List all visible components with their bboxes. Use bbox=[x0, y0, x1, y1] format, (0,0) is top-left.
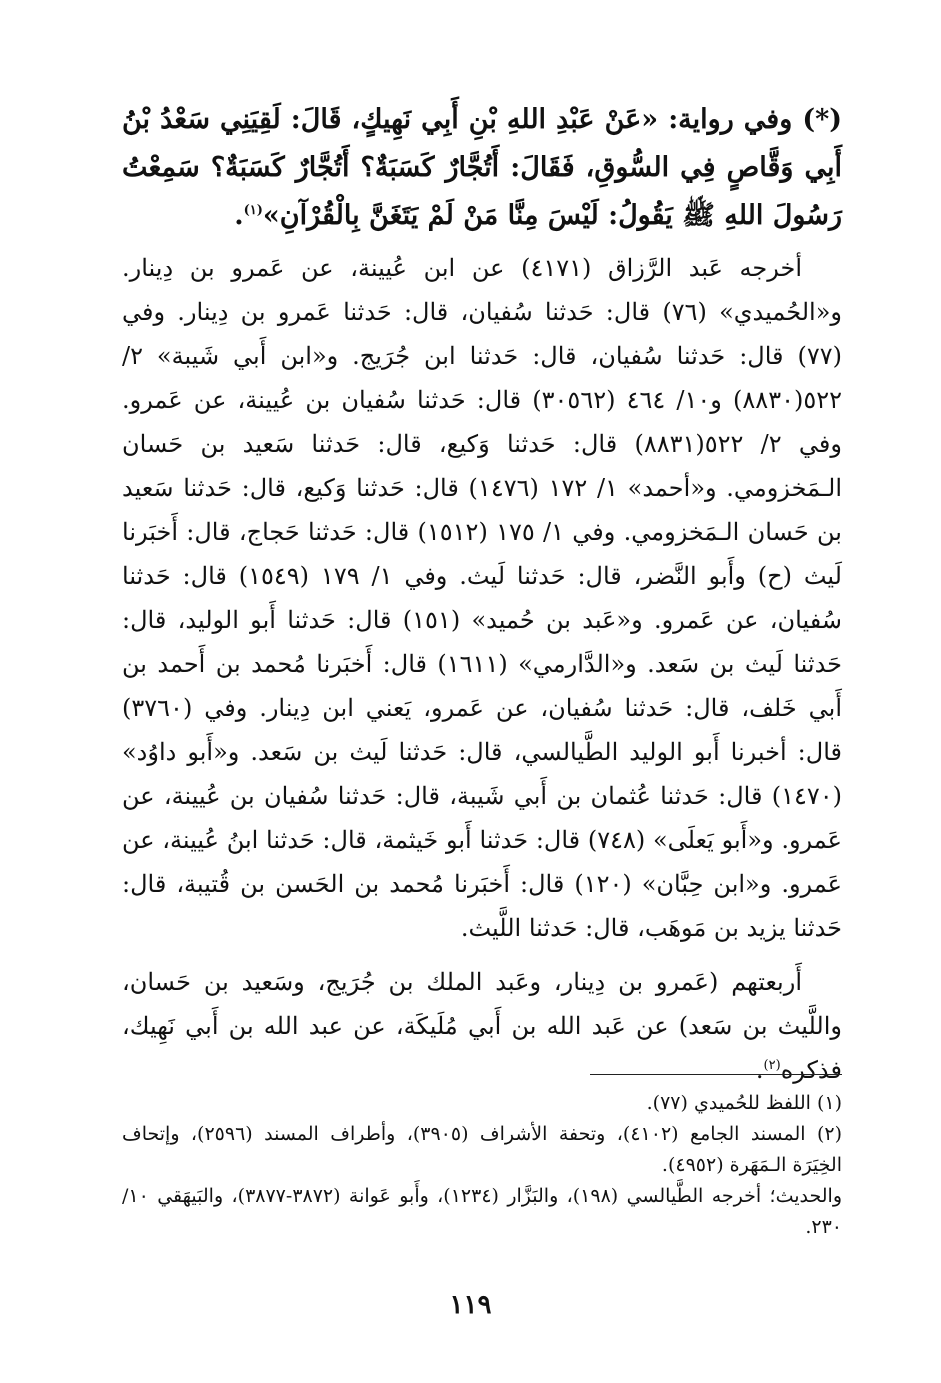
page-number: ١١٩ bbox=[449, 1290, 492, 1320]
footnote-2: (٢) المسند الجامع (٤١٠٢)، وتحفة الأشراف (٣٩٠٥)، وأطراف المسند (٢٥٩٦)، وإتحاف الخِيَرَة الـمَهَرة (٤٩٥٢). bbox=[122, 1123, 842, 1176]
hadith-text: وفي رواية: «عَنْ عَبْدِ اللهِ بْنِ أَبِي نَهِيكٍ، قَالَ: لَقِيَنِي سَعْدُ بْنُ أَبِي وَقَّاصٍ فِي السُّوقِ، فَقَالَ: أَتُجَّارٌ كَسَبَةٌ؟ أَتُجَّارٌ كَسَبَةٌ؟ سَمِعْتُ رَسُولَ اللهِ ﷺ يَقُولُ: لَيْسَ مِنَّا مَنْ لَمْ يَتَغَنَّ بِالْقُرْآنِ» bbox=[122, 104, 842, 231]
summary-paragraph-text: أَربعتهم (عَمرو بن دِينار، وعَبد الملك بن جُرَيج، وسَعيد بن حَسان، واللَّيث بن سَعد) عن عَبد الله بن أَبي مُلَيكَة، عن عبد الله بن أَبي نَهِيك، فذكره bbox=[122, 968, 842, 1084]
footnote-ref-1: (١) bbox=[243, 203, 263, 218]
footnote-1: (١) اللفظ للحُميدي (٧٧). bbox=[646, 1092, 842, 1114]
footnote-ref-2: (٢) bbox=[763, 1058, 781, 1073]
hadith-marker: (*) bbox=[802, 104, 843, 135]
summary-paragraph: أَربعتهم (عَمرو بن دِينار، وعَبد الملك بن جُرَيج، وسَعيد بن حَسان، واللَّيث بن سَعد) عن عَبد الله بن أَبي مُلَيكَة، عن عبد الله بن أَبي نَهِيك، فذكره$^{(٢)}$. bbox=[122, 968, 842, 1084]
hadith-block: (*) وفي رواية: «عَنْ عَبْدِ اللهِ بْنِ أَبِي نَهِيكٍ، قَالَ: لَقِيَنِي سَعْدُ بْنُ أَبِي وَقَّاصٍ فِي السُّوقِ، فَقَالَ: أَتُجَّارٌ كَسَبَةٌ؟ أَتُجَّارٌ كَسَبَةٌ؟ سَمِعْتُ رَسُولَ اللهِ ﷺ يَقُولُ: لَيْسَ مِنَّا مَنْ لَمْ يَتَغَنَّ بِالْقُرْآنِ»$^{(١)}$. bbox=[122, 104, 843, 231]
footnotes-section bbox=[122, 1088, 842, 1243]
footnote-2-continuation: والحديث؛ أخرجه الطَّيالسي (١٩٨)، والبَزَّار (١٢٣٤)، وأَبو عَوانة (٣٨٧٢-٣٨٧٧)، والبَيهَقي ١٠/ ٢٣٠. bbox=[122, 1185, 843, 1238]
main-text bbox=[122, 96, 842, 1102]
takhrij-paragraph: أخرجه عَبد الرَّزاق (٤١٧١) عن ابن عُيينة، عن عَمرو بن دِينار. و«الحُميدي» (٧٦) قال: حَدثنا سُفيان، قال: حَدثنا عَمرو بن دِينار. وفي (٧٧) قال: حَدثنا سُفيان، قال: حَدثنا ابن جُرَيج. و«ابن أَبي شَيبة» ٢/ ٥٢٢(٨٨٣٠) و١٠/ ٤٦٤ (٣٠٥٦٢) قال: حَدثنا سُفيان بن عُيينة، عن عَمرو. وفي ٢/ ٥٢٢(٨٨٣١) قال: حَدثنا وَكيع، قال: حَدثنا سَعيد بن حَسان الـمَخزومي. و«أحمد» ١/ ١٧٢ (١٤٧٦) قال: حَدثنا وَكيع، قال: حَدثنا سَعيد بن حَسان الـمَخزومي. وفي ١/ ١٧٥ (١٥١٢) قال: حَدثنا حَجاج، قال: أَخبَرنا لَيث (ح) وأَبو النَّضر، قال: حَدثنا لَيث. وفي ١/ ١٧٩ (١٥٤٩) قال: حَدثنا سُفيان، عن عَمرو. و«عَبد بن حُميد» (١٥١) قال: حَدثنا أَبو الوليد، قال: حَدثنا لَيث بن سَعد. و«الدَّارمي» (١٦١١) قال: أَخبَرنا مُحمد بن أَحمد بن أَبي خَلف، قال: حَدثنا سُفيان، عن عَمرو، يَعني ابن دِينار. وفي (٣٧٦٠) قال: أخبرنا أَبو الوليد الطَّيالسي، قال: حَدثنا لَيث بن سَعد. و«أَبو داوُد» (١٤٧٠) قال: حَدثنا عُثمان بن أَبي شَيبة، قال: حَدثنا سُفيان بن عُيينة، عن عَمرو. و«أَبو يَعلَى» (٧٤٨) قال: حَدثنا أَبو خَيثمة، قال: حَدثنا ابنُ عُيينة، عن عَمرو. و«ابن حِبَّان» (١٢٠) قال: أَخبَرنا مُحمد بن الحَسن بن قُتيبة، قال: حَدثنا يزيد بن مَوهَب، قال: حَدثنا اللَّيث. bbox=[122, 254, 843, 942]
footnote-divider bbox=[590, 1074, 842, 1075]
